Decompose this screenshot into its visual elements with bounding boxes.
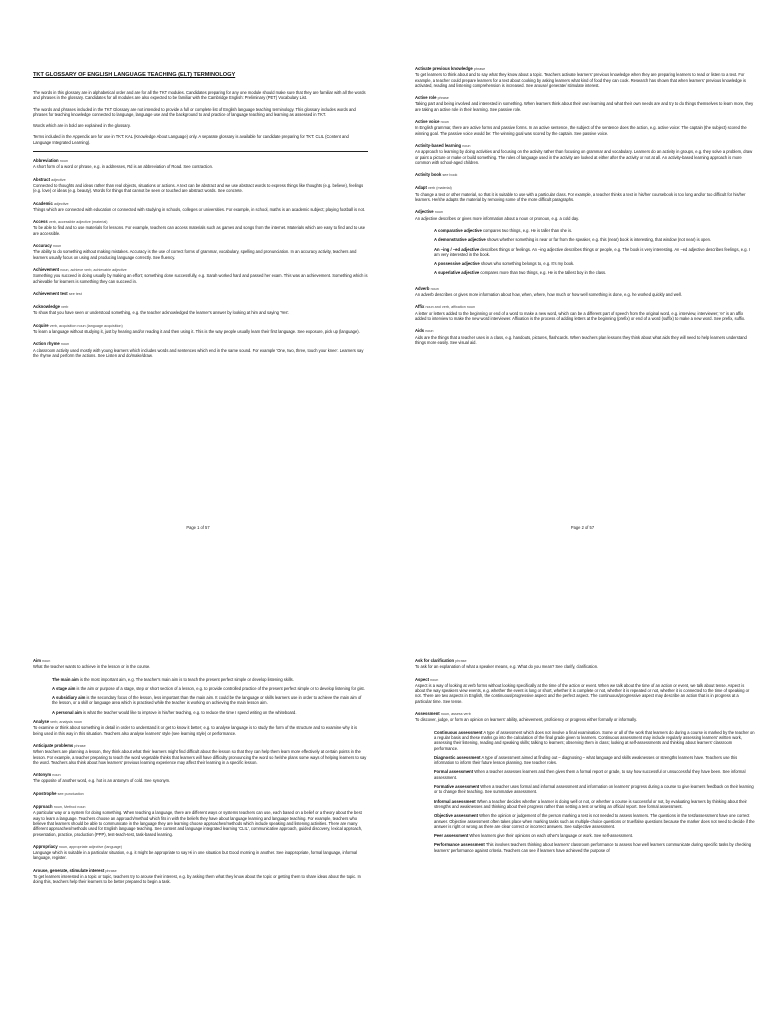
- subentry-term: Formative assessment: [434, 784, 480, 790]
- subentry-term: Formal assessment: [434, 769, 474, 775]
- subentry-term: Diagnostic assessment: [434, 754, 481, 760]
- entry-term: Abstract: [33, 176, 50, 182]
- glossary-entry: [415, 658, 755, 670]
- entry-term: Achievement test: [33, 290, 68, 296]
- subentry-definition: is the aim or purpose of a stage, step or short section of a lesson, e.g. to provide controlled practice of the present perfect simple or to develop listening for gist.: [76, 685, 365, 691]
- entry-term: Approach: [33, 804, 53, 810]
- glossary-entry: [33, 341, 368, 358]
- entry-definition: Language which is suitable in a particular situation, e.g. it might be appropriate to say Hi in one situation but Good morning in another. See inappropriate, formal language, informal language, register.: [33, 850, 358, 861]
- entry-definition: When teachers are planning a lesson, they think about what their learners might find difficult about the lesson so that they can help them learn more effectively at certain points in the lesson. For example, a teacher preparing to teach the word vegetable thinks that learners will have difficulty pronouncing the word so he/she plans some ways of helping learners to say the word. Teachers also think about how learners' previous learning experience may affect their learning in a specific lesson.: [33, 749, 367, 765]
- subentry-definition: When a teacher uses formal and informal assessment and information on learners' progress during a course to give learners feedback on their learning or to change their teaching. See summative assessment.: [434, 784, 754, 795]
- entry-part-of-speech: noun: [60, 342, 70, 347]
- subentry-definition: is what the teacher would like to improve in his/her teaching, e.g. to reduce the time I spend writing on the whiteboard.: [83, 709, 297, 715]
- glossary-subentry: [434, 261, 755, 266]
- glossary-entry: [415, 95, 755, 112]
- glossary-subentry: [434, 237, 755, 242]
- entry-part-of-speech: noun: [53, 244, 62, 249]
- entry-definition: To be able to find and to use materials for lessons. For example, teachers can access materials such as games and songs from the internet. Materials which are easy to find and to use are accessible.: [33, 225, 365, 236]
- document-page-2: [410, 58, 755, 538]
- entry-part-of-speech: phrase: [437, 96, 449, 101]
- intro-section: [28, 90, 368, 145]
- glossary-subentry: [434, 755, 755, 766]
- entry-part-of-speech: phrase: [74, 743, 86, 748]
- glossary-entry: [33, 658, 368, 670]
- entry-part-of-speech: noun and verb, affixation noun: [425, 305, 476, 310]
- subentry-definition: A type of assessment aimed at finding out – diagnosing – what language and skills weaknesses or strengths learners have. Teachers use this information to inform their future lesson planning. See teacher roles.: [434, 754, 738, 766]
- entry-part-of-speech: see book: [442, 173, 458, 178]
- glossary-entry: [33, 791, 368, 797]
- entry-term: Ask for clarification: [415, 658, 455, 663]
- subentry-term: An –ing / –ed adjective: [434, 246, 480, 252]
- entry-term: Assessment: [415, 711, 440, 717]
- glossary-entry: [415, 185, 755, 202]
- entry-definition: Aids are the things that a teacher uses in a class, e.g. handouts, pictures, flashcards. When teachers plan lessons they think about what aids they will need to help learners understand things more easily. See visual aid.: [415, 334, 747, 345]
- entry-definition: To get learners to think about and to say what they know about a topic. Teachers activate learners' previous knowledge when they are preparing learners to read or listen to a text. For example, a teacher could prepare learners for a text about cooking by asking learners what kind of food they can cook. Research has shown that when learners' previous knowledge is activated, reading and listening comprehension is increased. See arouse/ generate/ stimulate interest.: [415, 72, 746, 88]
- entry-part-of-speech: phrase: [105, 868, 117, 873]
- glossary-subentry: [434, 228, 755, 233]
- glossary-entry: [33, 868, 368, 885]
- entry-term: Anticipate problems: [33, 742, 74, 748]
- entry-part-of-speech: noun: [430, 286, 439, 291]
- document-page-3: [28, 652, 368, 1024]
- entry-part-of-speech: noun, achieve verb, achievable adjective: [60, 267, 127, 272]
- glossary-entry: [415, 143, 755, 165]
- subentry-definition: When a teacher decides whether a learner is doing well or not, or whether a course is successful or not, by evaluating learners by thinking about their strengths and weaknesses and thinking about their progress rather than setting a test or writing an official report. See formal assessment.: [434, 798, 747, 809]
- glossary-subentry: [434, 784, 755, 795]
- adjective-subentries: [410, 228, 755, 276]
- glossary-entry: [33, 304, 368, 316]
- entry-definition: Aspect is a way of looking at verb forms without looking specifically at the time of the action or event. When we talk about the time of an action or event, we talk about tense. Aspect is about the way speakers view events, e.g. whether the event is long or short, whether it is complete or not, whether it is repeated or not, whether it is connected to the time of speaking or not. There are two aspects in English, the continuous/progressive aspect and the perfect aspect. The continuous/progressive aspect may describe an action that is in progress at a particular time. See tense.: [415, 682, 750, 704]
- subentry-term: Continuous assessment: [434, 729, 483, 735]
- glossary-entry: [415, 209, 755, 221]
- glossary-entry: [33, 177, 368, 194]
- subentry-definition: This involves teachers thinking about learners' classroom performance to assess how well learners communicate during specific tasks by checking learners' performance against criteria. Teachers can see if learners have achieved the purpose of: [434, 842, 752, 853]
- subentry-term: Objective assessment: [434, 813, 478, 819]
- entry-part-of-speech: phrase: [455, 659, 467, 663]
- entry-definition: To ask for an explanation of what a speaker means, e.g. What do you mean? See clarify, clarification.: [415, 664, 599, 670]
- glossary-entry: [415, 172, 755, 178]
- glossary-entries: [410, 66, 755, 221]
- page-number: Page 2 of 57: [570, 525, 595, 530]
- subentry-term: A subsidiary aim: [52, 695, 86, 701]
- glossary-subentry: [434, 769, 755, 780]
- entry-definition: In English grammar, there are active forms and passive forms. In an active sentence, the subject of the sentence does the action, e.g. active voice: The captain (the subject) scored the winning goal. The passive voice would be: The winning goal was scored by the captain. See passive voice.: [415, 125, 747, 136]
- glossary-entry: [33, 158, 368, 170]
- glossary-entry: [33, 219, 368, 236]
- entry-definition: The opposite of another word, e.g. hot is an antonym of cold. See synonym.: [33, 778, 171, 784]
- entry-definition: An adjective describes or gives more information about a noun or pronoun, e.g. a cold day.: [415, 215, 579, 221]
- subentry-definition: describes things or feelings. An –ing adjective describes things or people, e.g. The book is very interesting. An –ed adjective describes feelings, e.g. I am very interested in the book.: [434, 246, 750, 257]
- intro-paragraph: Terms included in the Appendix are for use in TKT: KAL (Knowledge About Language) only. A separate glossary is available for candidate preparing for TKT: CLIL (Content and Language Integrated Learning).: [33, 134, 349, 145]
- aim-subentries: [28, 677, 368, 715]
- glossary-subentry: [52, 710, 368, 715]
- entry-term: Apostrophe: [33, 790, 57, 796]
- entry-term: Abbreviation: [33, 158, 59, 164]
- entry-term: Adapt: [415, 185, 427, 191]
- entry-definition: A classroom activity used mostly with young learners which includes words and sentences which end in the same sound. For example 'One, two, three, touch your knee'. Learners say the rhyme and perform the actions. See Listen and do/make/draw.: [33, 347, 364, 358]
- subentry-term: A demonstrative adjective: [434, 237, 486, 243]
- entry-part-of-speech: noun: [440, 120, 449, 125]
- entry-definition: To examine or think about something in detail in order to understand it or get to know it better; e.g. to analyse language is to study the form of the structure and to examine why it is being used in this way in this situation. Teachers also analyse learners' style (see learning style) or performance.: [33, 725, 358, 736]
- glossary-entry: [415, 328, 755, 345]
- entry-term: Acquire: [33, 322, 49, 328]
- glossary-entries: [28, 719, 368, 885]
- subentry-definition: When a teacher assesses learners and then gives them a formal report or grade, to say how successful or unsuccessful they have been. See informal assessment.: [434, 769, 746, 780]
- entry-term: Aim: [33, 658, 41, 663]
- entry-term: Analyse: [33, 719, 50, 725]
- subentry-definition: compares more than two things, e.g. He is the tallest boy in the class.: [480, 270, 607, 276]
- subentry-definition: is the most important aim, e.g. The teacher's main aim is to teach the present perfect simple or develop listening skills.: [79, 676, 294, 682]
- entry-definition: A short form of a word or phrase, e.g. in addresses, Rd is an abbreviation of Road. See contraction.: [33, 164, 213, 170]
- glossary-entry: [33, 243, 368, 260]
- page-number: Page 1 of 57: [186, 525, 210, 530]
- subentry-term: A superlative adjective: [434, 270, 480, 276]
- entry-term: Accuracy: [33, 243, 52, 249]
- entry-definition: An adverb describes or gives more information about how, when, where, how much or how well something is done, e.g. he worked quickly and well.: [415, 292, 682, 298]
- entry-part-of-speech: noun: [434, 210, 443, 215]
- entry-definition: Things which are connected with education or connected with studying in schools, colleges or universities. For example, in school, maths is an academic subject; playing football is not.: [33, 206, 365, 212]
- document-page-4: [410, 652, 755, 1024]
- entry-term: Active voice: [415, 119, 440, 125]
- glossary-subentry: [434, 842, 755, 853]
- entry-part-of-speech: noun, Method noun: [53, 805, 86, 810]
- subentry-definition: shows who something belongs to, e.g. It's my book.: [480, 261, 575, 267]
- entry-part-of-speech: noun: [430, 677, 439, 682]
- glossary-entries: [410, 658, 755, 723]
- intro-paragraph: Words which are in bold are explained in the glossary.: [33, 123, 131, 129]
- entry-definition: To show that you have seen or understood something, e.g. the teacher acknowledged the learner's answer by looking at him and saying 'Yes'.: [33, 310, 290, 316]
- subentry-definition: shows whether something is near or far from the speaker, e.g. this (near) book is interesting, that window (not near) is open.: [486, 237, 712, 243]
- entry-part-of-speech: noun, assess verb: [440, 712, 471, 717]
- entry-part-of-speech: noun: [59, 159, 68, 164]
- glossary-entry: [33, 743, 368, 765]
- entry-term: Appropriacy: [33, 843, 58, 849]
- glossary-subentry: [434, 799, 755, 810]
- entry-definition: A letter or letters added to the beginning or end of a word to make a new word, which can be a different part of speech from the original word, e.g. interview, interviewer; 'er' is an affix added to interview to make the new word interviewer. Affixation is the process of adding letters at the beginning (prefix) or end of a word (suffix) to make a new word. See prefix, suffix.: [415, 310, 746, 321]
- entry-definition: A particular way or a system for doing something. When teaching a language, there are different ways or systems teachers can use, each based on a belief or a theory about the best way to learn a language. Teachers choose an approach/method which fits in with the beliefs they have about language learning and language teaching. For example, teachers who believe that learners should be able to communicate in the language they are learning choose approaches/methods which include speaking and listening activities. There are many different approaches/methods used for English language teaching. See content and language integrated learning 'CLIL', communicative approach, guided discovery, lexical approach, presentation, practice, production (PPP), test-teach-test, task-based learning.: [33, 810, 363, 837]
- entry-definition: Something you succeed in doing usually by making an effort; something done successfully, e.g. Sarah worked hard and passed her exam. This was an achievement. Something which is achievable for learners is something they can succeed in.: [33, 273, 368, 284]
- intro-paragraph: The words and phrases included in the TKT Glossary are not intended to provide a full or complete list of English language teaching terminology. This glossary includes words and phrases for teaching knowledge connected to language, language use and the background to and practice of language teaching and learning as assessed in TKT.: [33, 106, 356, 117]
- glossary-subentry: [434, 833, 755, 838]
- glossary-subentry: [52, 695, 368, 706]
- subentry-definition: A type of assessment which does not involve a final examination. Some or all of the work that learners do during a course is marked by the teacher on a regular basis and these marks go into the calculation of the final grade given to learners. Continuous assessment may include regularly assessing learners' written work, assessing their listening, reading and speaking skills; talking to learners; observing them in class; looking at self-assessments and thinking about learners' classroom performance.: [434, 729, 755, 751]
- subentry-term: A possessive adjective: [434, 261, 480, 267]
- entry-part-of-speech: verb (material): [428, 186, 452, 191]
- subentry-term: A stage aim: [52, 685, 76, 691]
- entry-definition: What the teacher wants to achieve in the lesson or in the course.: [33, 664, 151, 670]
- entry-term: Activate previous knowledge: [415, 66, 473, 71]
- glossary-entry: [33, 844, 368, 861]
- entry-definition: To learn a language without studying it, just by hearing and/or reading it and then using it. This is the way people usually learn their first language. See exposure, pick up (language).: [33, 329, 360, 335]
- assessment-subentries: [410, 730, 755, 853]
- entry-term: Achievement: [33, 266, 60, 272]
- glossary-entry: [33, 291, 368, 297]
- glossary-subentry: [434, 247, 755, 258]
- entry-part-of-speech: phrase: [473, 67, 486, 71]
- document-page-1: [28, 58, 368, 538]
- glossary-entry: [33, 323, 368, 335]
- entry-part-of-speech: verb, accessible adjective (material): [48, 220, 108, 225]
- subentry-term: Informal assessment: [434, 798, 476, 804]
- glossary-entry: [415, 286, 755, 298]
- subentry-term: A personal aim: [52, 709, 82, 715]
- entry-definition: To discover, judge, or form an opinion on learners' ability, achievement, proficiency or progress either formally or informally.: [415, 717, 638, 723]
- entry-part-of-speech: see punctuation: [57, 791, 84, 796]
- entry-part-of-speech: noun, appropriate adjective (language): [58, 844, 122, 849]
- entry-part-of-speech: adjective: [53, 201, 69, 206]
- glossary-subentry: [434, 730, 755, 751]
- entry-definition: The ability to do something without making mistakes. Accuracy is the use of correct forms of grammar, vocabulary, spelling and pronunciation. In an accuracy activity, teachers and learners usually focus on using and producing language correctly. See fluency.: [33, 249, 357, 260]
- entry-term: Activity book: [415, 172, 442, 178]
- entry-part-of-speech: verb: [61, 305, 69, 310]
- entry-part-of-speech: see test: [68, 291, 82, 296]
- glossary-entry: [415, 711, 755, 723]
- entry-term: Antonym: [33, 772, 52, 778]
- glossary-title: TKT GLOSSARY OF ENGLISH LANGUAGE TEACHING (ELT) TERMINOLOGY: [33, 72, 236, 78]
- entry-part-of-speech: noun: [462, 143, 471, 148]
- subentry-definition: When the opinion or judgement of the person marking a test is not needed to assess learners. The questions in the test/assessment have one correct answer. Objective assessment often takes place when marking tasks such as multiple-choice questions or true/false questions because the marker does not need to decide if the answer is right or wrong as there are clear correct or incorrect answers. See subjective assessment.: [434, 813, 755, 829]
- glossary-entries: [28, 658, 368, 670]
- entry-term: Adverb: [415, 285, 430, 291]
- intro-paragraph: The words in this glossary are in alphabetical order and are for all the TKT modules. Candidates preparing for any one module should make sure that they are familiar with all the words and phrases in the glossary. Candidates for all modules are also expected to be familiar with the Cambridge English: Preliminary (PET) Vocabulary List.: [33, 90, 366, 101]
- entry-term: Arouse, generate, stimulate interest: [33, 867, 105, 873]
- entry-part-of-speech: adjective: [51, 177, 66, 182]
- subentry-term: Performance assessment: [434, 842, 485, 848]
- glossary-subentry: [434, 813, 755, 829]
- glossary-entry: [415, 677, 755, 704]
- entry-term: Active role: [415, 95, 437, 101]
- glossary-subentry: [434, 270, 755, 275]
- glossary-entries: [28, 158, 368, 358]
- entry-term: Aids: [415, 328, 425, 334]
- entry-term: Activity-based learning: [415, 142, 462, 148]
- subentry-term: A comparative adjective: [434, 227, 482, 233]
- glossary-entries: [410, 286, 755, 345]
- glossary-entry: [33, 772, 368, 784]
- subentry-definition: When learners give their opinions on each other's language or work. See self-assessment.: [469, 833, 634, 839]
- glossary-entry: [33, 267, 368, 284]
- entry-part-of-speech: noun: [425, 329, 434, 334]
- subentry-term: The main aim: [52, 676, 79, 682]
- subentry-definition: compares two things, e.g. He is taller than she is.: [482, 227, 573, 233]
- glossary-entry: [415, 66, 755, 88]
- entry-term: Affix: [415, 304, 425, 310]
- entry-part-of-speech: verb, analysis noun: [50, 720, 82, 725]
- glossary-entry: [33, 719, 368, 736]
- glossary-entry: [415, 119, 755, 136]
- entry-term: Access: [33, 219, 48, 225]
- entry-part-of-speech: verb, acquisition noun (language acquisition): [49, 323, 123, 328]
- entry-definition: To get learners interested in a topic or topic, teachers try to arouse their interest, e.g. by asking them what they know about the topic or getting them to share ideas about the topic. In doing this, teachers help their learners to be better prepared to begin a task.: [33, 874, 361, 885]
- entry-term: Action rhyme: [33, 341, 60, 347]
- subentry-term: Peer assessment: [434, 833, 469, 839]
- entry-definition: An approach to learning by doing activities and focusing on the activity rather than focusing on grammar and vocabulary. Learners do an activity in groups, e.g. they solve a problem, draw or paint a picture or make or build something. The rules of language used in the activity are looked at either after the activity or not at all. An activity-based learning approach is more common with school-aged children.: [415, 149, 753, 165]
- entry-term: Adjective: [415, 209, 434, 215]
- glossary-entry: [415, 304, 755, 321]
- divider: [33, 151, 368, 152]
- entry-definition: Connected to thoughts and ideas rather than real objects, situations or actions. A text can be abstract and we use abstract words to express things like thoughts (e.g. believe), feelings (e.g. love) or ideas (e.g. beauty). Words for things that cannot be seen or touched are abstract words. See concrete.: [33, 182, 364, 194]
- entry-part-of-speech: noun: [52, 773, 61, 778]
- glossary-entry: [33, 201, 368, 213]
- glossary-subentry: [52, 677, 368, 682]
- entry-part-of-speech: noun: [42, 659, 51, 663]
- subentry-definition: is the secondary focus of the lesson, less important than the main aim. It could be the language or skills learners use in order to achieve the main aim of the lesson, or a skill or language area which is practised while the teacher is working on achieving the main lesson aim.: [52, 695, 362, 706]
- entry-term: Acknowledge: [33, 304, 60, 310]
- entry-term: Aspect: [415, 676, 429, 682]
- entry-definition: Taking part and being involved and interested in something. When learners think about their own learning and what their own needs are and try to do things themselves to learn more, they are taking an active role in their learning. See passive role.: [415, 101, 754, 112]
- entry-definition: To change a text or other material, so that it is suitable to use with a particular class. For example, a teacher thinks a text in his/her coursebook is too long and/or too difficult for his/her learners. He/she adapts the material by removing some of the more difficult paragraphs.: [415, 191, 746, 203]
- entry-term: Academic: [33, 200, 53, 206]
- glossary-entry: [33, 804, 368, 837]
- glossary-subentry: [52, 686, 368, 691]
